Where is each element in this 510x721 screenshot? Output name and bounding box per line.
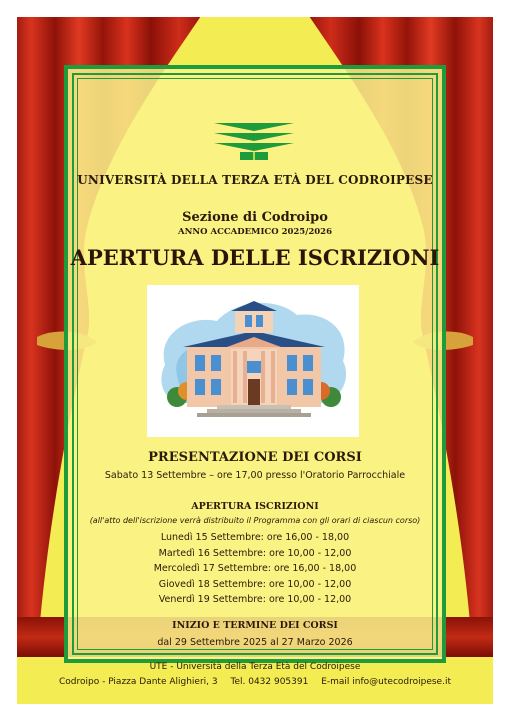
- schedule-item: Martedì 16 Settembre: ore 10,00 - 12,00: [158, 547, 352, 559]
- registration-schedule: [64, 530, 446, 608]
- registration-note: (all'atto dell'iscrizione verrà distribuito il Programma con gli orari di ciascun corso): [89, 516, 421, 525]
- schedule-item: Lunedì 15 Settembre: ore 16,00 - 18,00: [160, 532, 350, 543]
- registration-title: APERTURA ISCRIZIONI: [191, 501, 319, 512]
- ute-logo-icon: [212, 121, 296, 161]
- footer-phone: Tel. 0432 905391: [230, 677, 309, 687]
- schedule-item: Giovedì 18 Settembre: ore 10,00 - 12,00: [158, 578, 352, 590]
- presentation-title: PRESENTAZIONE DEI CORSI: [148, 450, 362, 465]
- notice-panel: [64, 65, 446, 663]
- university-building-illustration: [147, 285, 359, 437]
- university-name: UNIVERSITÀ DELLA TERZA ETÀ DEL CODROIPESE: [77, 173, 433, 187]
- footer-address: Codroipo - Piazza Dante Alighieri, 3: [59, 677, 218, 687]
- schedule-item: Venerdì 19 Settembre: ore 10,00 - 12,00: [158, 594, 352, 605]
- main-title: APERTURA DELLE ISCRIZIONI: [70, 245, 440, 270]
- presentation-detail: Sabato 13 Settembre – ore 17,00 presso l'Oratorio Parrocchiale: [104, 470, 406, 481]
- section-name: Sezione di Codroipo: [182, 210, 328, 225]
- schedule-item: Mercoledì 17 Settembre: ore 16,00 - 18,00: [153, 563, 357, 574]
- academic-year: ANNO ACCADEMICO 2025/2026: [177, 227, 332, 237]
- poster: [17, 17, 493, 704]
- footer-organization: UTE - Università della Terza Età del Codroipese: [149, 662, 361, 672]
- courses-title: INIZIO E TERMINE DEI CORSI: [172, 620, 338, 631]
- footer-contacts: [17, 675, 493, 690]
- courses-dates: dal 29 Settembre 2025 al 27 Marzo 2026: [157, 637, 353, 648]
- footer: [17, 660, 493, 690]
- footer-email: E-mail info@utecodroipese.it: [321, 677, 451, 687]
